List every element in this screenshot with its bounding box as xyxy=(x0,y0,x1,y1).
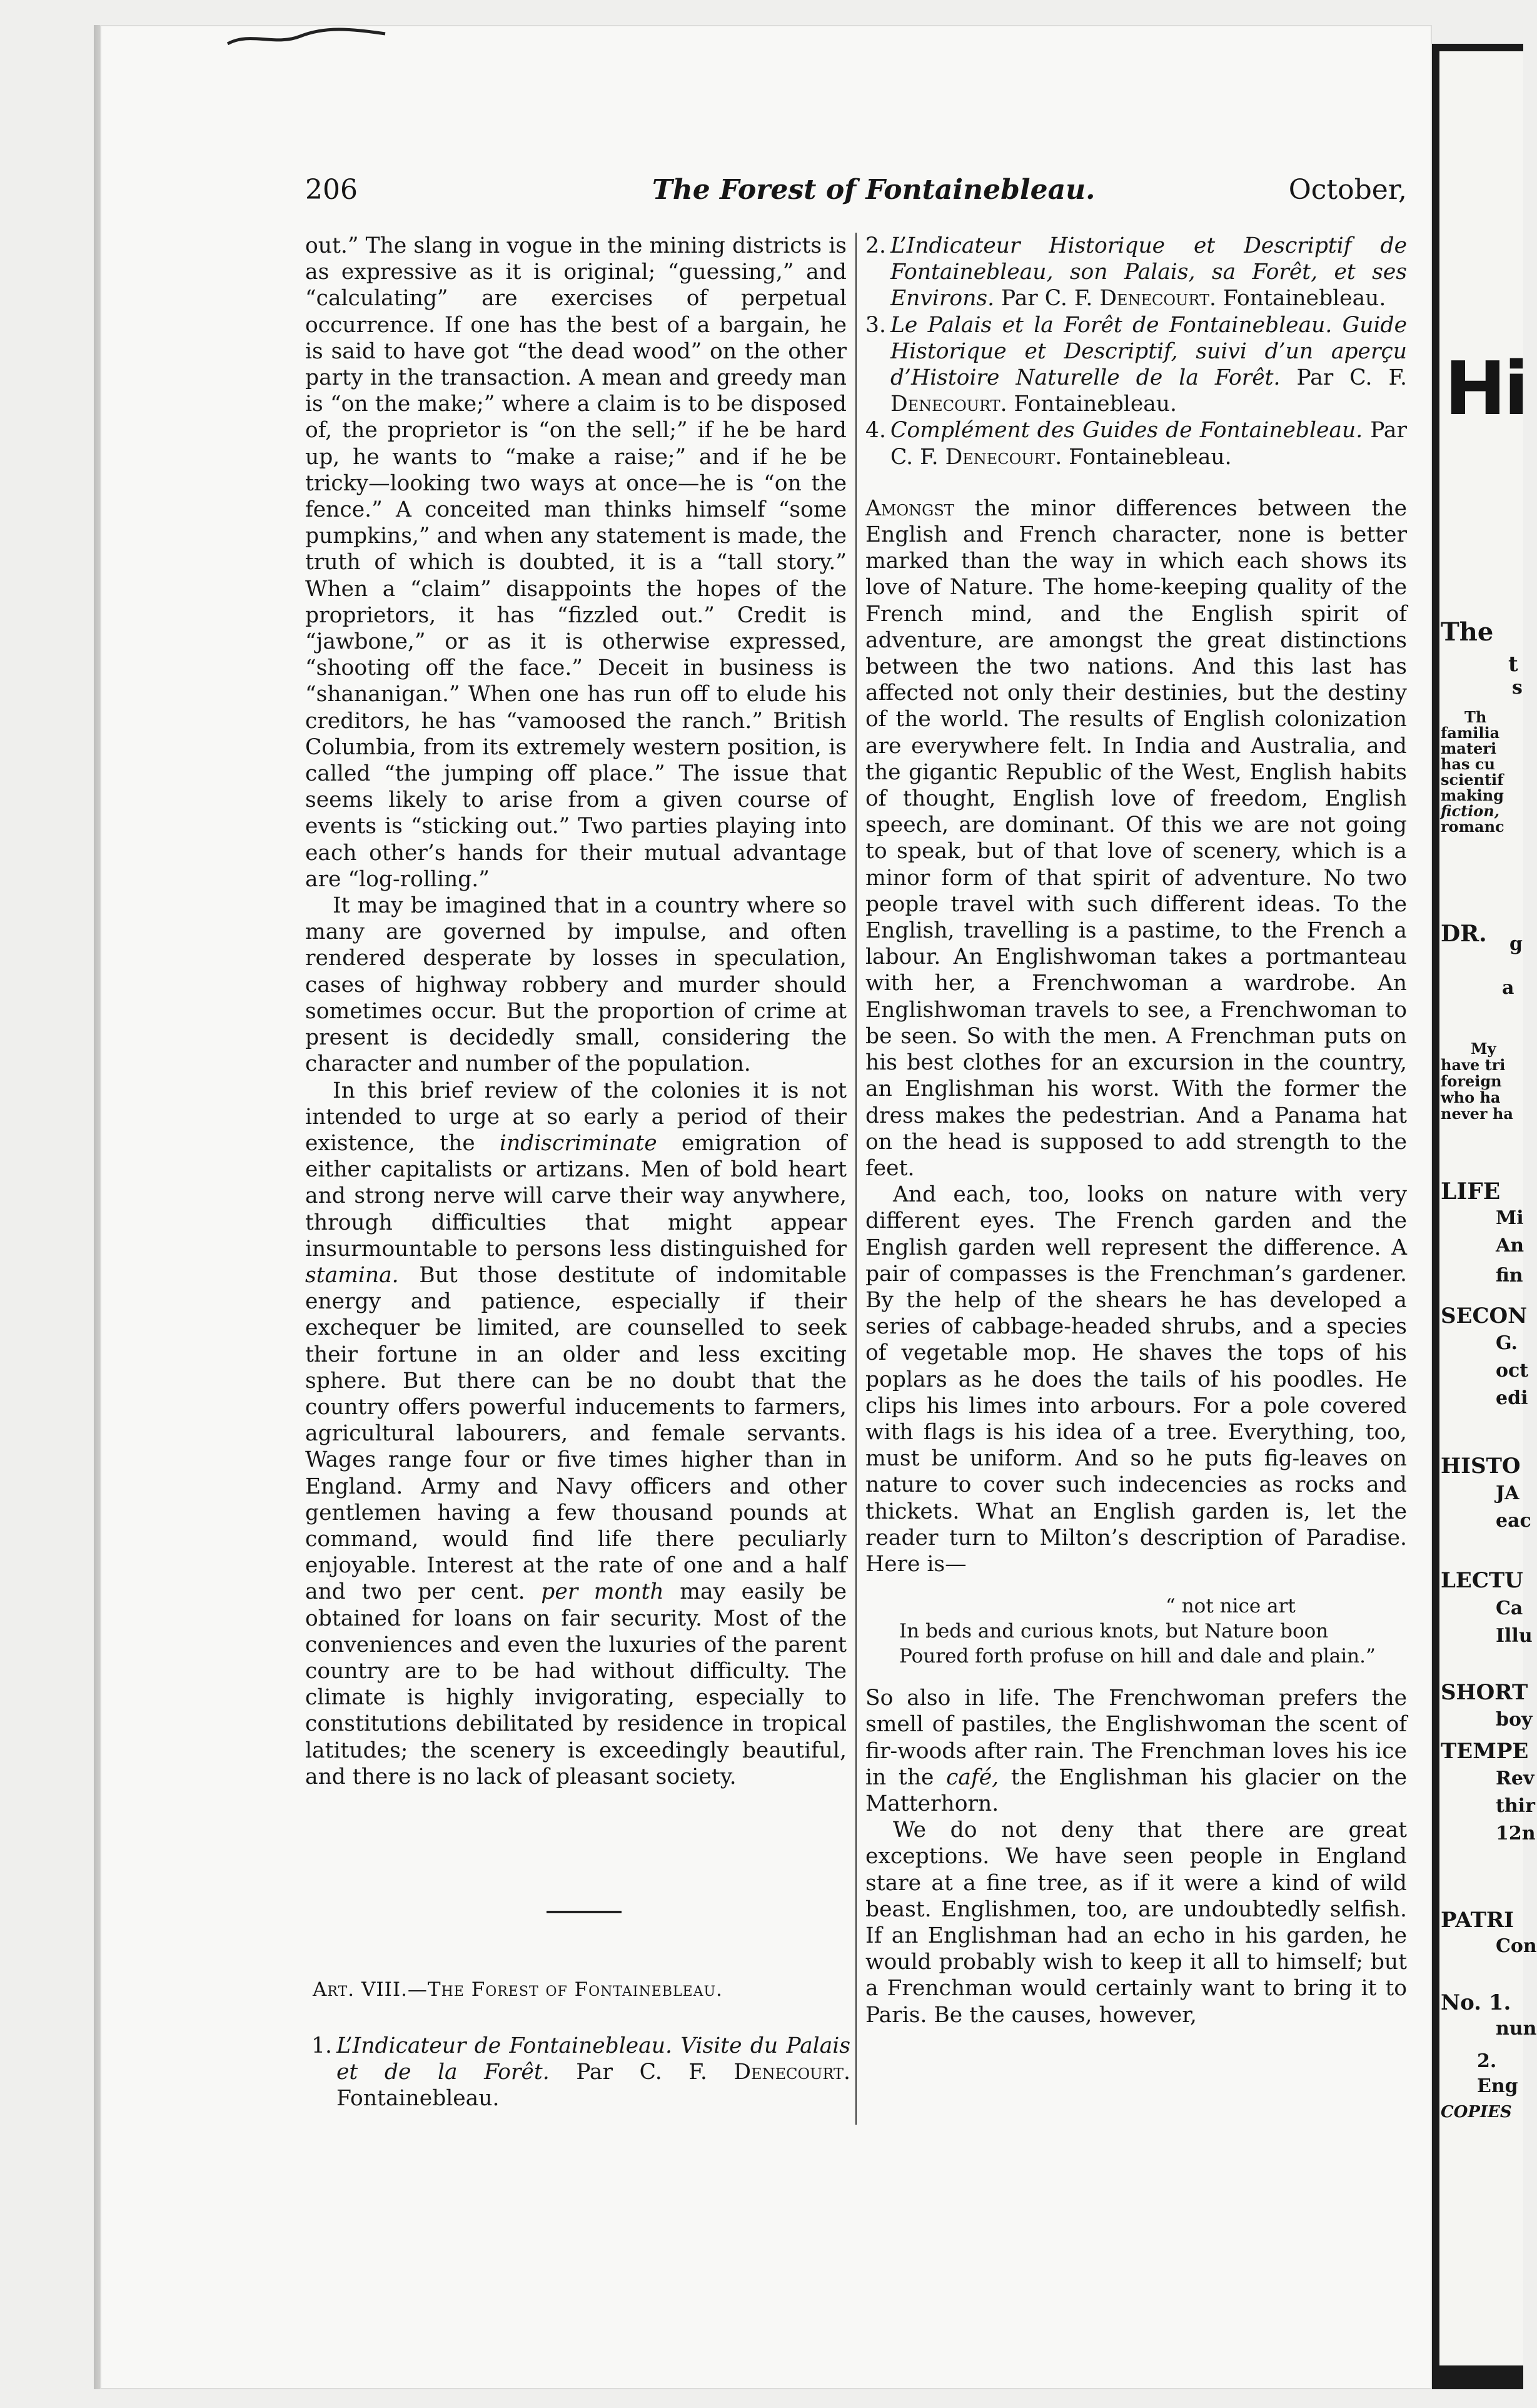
paragraph: We do not deny that there are great exceptions. We have seen people in England stare at a fine tree, as if it were a kind of wild beast. Englishmen, too, are undoubtedly selfish. If an Englishman had an echo in his garden, he would probably wish to keep it all to himself; but a Frenchman would certainly want to bring it to Paris. Be the causes, however, xyxy=(865,1818,1407,2028)
adjacent-fragment: making xyxy=(1441,786,1504,804)
adjacent-fragment: DR. xyxy=(1441,921,1487,947)
adjacent-fragment: Rev xyxy=(1496,1768,1534,1789)
adjacent-fragment: boy xyxy=(1496,1709,1533,1731)
column-rule xyxy=(855,233,857,2125)
adjacent-fragment: never ha xyxy=(1441,1105,1513,1123)
adjacent-fragment: have tri xyxy=(1441,1056,1506,1074)
adjacent-fragment: HISTO xyxy=(1441,1454,1521,1479)
article-heading: Art. VIII.—The Forest of Fontainebleau. xyxy=(313,1978,723,2001)
adjacent-fragment: eac xyxy=(1496,1510,1531,1532)
verse-line: Poured forth profuse on hill and dale and plain.” xyxy=(899,1645,1376,1668)
adjacent-fragment: SHORT xyxy=(1441,1680,1528,1705)
adjacent-fragment: has cu xyxy=(1441,755,1495,773)
paragraph: And each, too, looks on nature with very different eyes. The French garden and the English garden well represent the difference. A pair of compasses is the Frenchman’s gardener. By the help of the shears he has developed a series of cabbage-headed shrubs, and a species of vegetable mop. He shaves the tops of his poplars as he does the tails of his poodles. He clips his limes into arbours. For a pole covered with flags is his idea of a tree. Everything, too, must be uniform. And so he puts fig-leaves on nature to cover such indecencies as rocks and thickets. What an English garden is, let the reader turn to Milton’s description of Paradise. Here is— xyxy=(865,1182,1407,1577)
adjacent-fragment: 12n xyxy=(1496,1823,1536,1844)
adjacent-fragment: foreign xyxy=(1441,1072,1502,1090)
italic-text: indiscriminate xyxy=(499,1130,657,1156)
adjacent-fragment: TEMPE xyxy=(1441,1739,1529,1764)
adjacent-fragment: LIFE xyxy=(1441,1178,1501,1205)
adjacent-fragment: g xyxy=(1509,933,1523,955)
page-number: 206 xyxy=(305,174,358,206)
adjacent-fragment: Mi xyxy=(1496,1207,1524,1229)
paragraph: It may be imagined that in a country where so many are governed by impulse, and often rendered desperate by losses in speculation, cases of highway robbery and murder should sometimes occur. But the proportion of crime at present is decidedly small, considering the character and number of the population. xyxy=(305,893,847,1077)
verse-line: In beds and curious knots, but Nature boon xyxy=(899,1620,1329,1643)
adjacent-fragment: Hi xyxy=(1444,345,1527,432)
paragraph: In this brief review of the colonies it is not intended to urge at so early a period of their existence, the indiscriminate emigration of either capitalists or artizans. Men of bold heart and strong nerve will carve their way anywhere, through difficulties that might appear insurmountable to persons less distinguished for stamina. But those destitute of indomitable energy and patience, especially if their exchequer be limited, are counselled to seek their fortune in an older and less exciting sphere. But there can be no doubt that the country offers powerful inducements to farmers, agricultural labourers, and female servants. Wages range four or five times higher than in England. Army and Navy officers and other gentlemen having a few thousand pounds at command, would find life there peculiarly enjoyable. Interest at the rate of one and a half and two per cent. per month may easily be obtained for loans on fair security. Most of the conveniences and even the luxuries of the parent country are to be had without difficulty. The climate is highly invigorating, especially to constitutions debilitated by residence in tropical latitudes; the scenery is exceedingly beautiful, and there is no lack of pleasant society. xyxy=(305,1078,847,1789)
adjacent-fragment: a xyxy=(1502,977,1514,999)
reference-item: 3. Le Palais et la Forêt de Fontainebleau. Guide Historique et Descriptif, suivi d’un aperçu d’Histoire Naturelle de la Forêt. Par C. F. Denecourt. Fontainebleau. xyxy=(865,312,1407,417)
reference-item: 4. Complément des Guides de Fontainebleau. Par C. F. Denecourt. Fontainebleau. xyxy=(865,418,1407,470)
left-column xyxy=(305,233,847,1790)
adjacent-fragment: t xyxy=(1508,652,1518,677)
adjacent-fragment: thir xyxy=(1496,1795,1535,1817)
adjacent-fragment: romanc xyxy=(1441,817,1504,836)
adjacent-fragment: Ca xyxy=(1496,1597,1523,1619)
adjacent-fragment: JA xyxy=(1496,1482,1519,1504)
adjacent-fragment: who ha xyxy=(1441,1088,1501,1106)
adjacent-fragment: SECON xyxy=(1441,1303,1528,1328)
right-column xyxy=(865,233,1407,2028)
running-header xyxy=(305,170,1407,210)
running-month: October, xyxy=(1288,174,1407,206)
paragraph: out.” The slang in vogue in the mining districts is as expressive as it is original; “guessing,” and “calculating” are exercises of perpetual occurrence. If one has the best of a bargain, he is said to have got “the dead wood” on the other party in the transaction. A mean and greedy man is “on the make;” where a claim is to be disposed of, the proprietor is “on the sell;” if he be hard up, he wants to “make a raise;” and if he be tricky—looking two ways at once—he is “on the fence.” A conceited man thinks himself “some pumpkins,” and when any statement is made, the truth of which is doubted, it is a “tall story.” When a “claim” disappoints the hopes of the proprietors, it has “fizzled out.” Credit is “jawbone,” or as it is otherwise expressed, “shooting off the face.” Deceit in business is “shananigan.” When one has run off to elude his creditors, he has “vamoosed the ranch.” British Columbia, from its extremely western position, is called “the jumping off place.” The issue that seems likely to arise from a given course of events is “sticking out.” Two parties playing into each other’s hands for their mutual advantage are “log-rolling.” xyxy=(305,233,847,892)
reference-item: 1. L’Indicateur de Fontainebleau. Visite du Palais et de la Forêt. Par C. F. Denecourt. Fontainebleau. xyxy=(311,2033,850,2112)
adjacent-fragment: My xyxy=(1471,1040,1496,1058)
adjacent-fragment: Eng xyxy=(1477,2075,1518,2097)
italic-text: café, xyxy=(946,1764,999,1790)
verse-line: “ not nice art xyxy=(1166,1595,1296,1618)
section-divider xyxy=(547,1911,622,1913)
adjacent-fragment: The xyxy=(1441,617,1494,647)
adjacent-fragment: oct xyxy=(1496,1360,1529,1382)
adjacent-fragment: G. xyxy=(1496,1332,1518,1354)
adjacent-fragment: No. 1. xyxy=(1441,1990,1511,2015)
italic-text: stamina. xyxy=(305,1262,399,1288)
adjacent-fragment: nun xyxy=(1496,2018,1537,2040)
adjacent-fragment: Illu xyxy=(1496,1625,1533,1647)
adjacent-fragment: s xyxy=(1512,677,1523,699)
adjacent-fragment: Th xyxy=(1464,708,1487,726)
reference-item: 2. L’Indicateur Historique et Descriptif de Fontainebleau, son Palais, sa Forêt, et ses Environs. Par C. F. Denecourt. Fontainebleau. xyxy=(865,233,1407,311)
adjacent-fragment: edi xyxy=(1496,1387,1528,1409)
paragraph: So also in life. The Frenchwoman prefers the smell of pastiles, the Englishwoman the scent of fir-woods after rain. The Frenchman loves his ice in the café, the Englishman his glacier on the Matterhorn. xyxy=(865,1686,1408,1816)
adjacent-fragment: familia xyxy=(1441,724,1500,742)
opening-word: Amongst xyxy=(865,495,954,521)
adjacent-fragment: PATRI xyxy=(1441,1908,1514,1933)
adjacent-page xyxy=(1439,51,1537,2365)
adjacent-fragment: An xyxy=(1496,1235,1524,1257)
reference-list-right xyxy=(865,233,1407,470)
paragraph: Amongst the minor differences between the English and French character, none is better marked than the way in which each shows its love of Nature. The home-keeping quality of the French mind, and the English spirit of adventure, are amongst the great distinctions between the two nations. And this last has affected not only their destinies, but the destiny of the world. The results of English colonization are everywhere felt. In India and Australia, and the gigantic Republic of the West, English habits of thought, English love of freedom, English speech, are dominant. Of this we are not going to speak, but of that love of scenery, which is a minor form of that spirit of adventure. No two people travel with such different ideas. To the English, travelling is a pastime, to the French a labour. An Englishwoman takes a portmanteau with her, a Frenchwoman a wardrobe. An Englishwoman travels to see, a Frenchwoman to be seen. So with the men. A Frenchman puts on his best clothes for an excursion in the country, an Englishman his worst. With the former the dress makes the pedestrian. And a Panama hat on the head is supposed to add strength to the feet. xyxy=(865,495,1407,1181)
adjacent-fragment: LECTU xyxy=(1441,1568,1523,1593)
adjacent-fragment: Con xyxy=(1496,1935,1537,1957)
ink-mark xyxy=(225,25,388,50)
running-title: The Forest of Fontainebleau. xyxy=(652,174,1096,206)
adjacent-fragment: materi xyxy=(1441,739,1497,757)
adjacent-fragment: fin xyxy=(1496,1265,1523,1287)
verse-quotation xyxy=(865,1594,1407,1669)
adjacent-fragment: 2. xyxy=(1477,2050,1497,2072)
adjacent-fragment: scientif xyxy=(1441,771,1504,789)
reference-list-left xyxy=(311,2033,850,2112)
adjacent-fragment: COPIES xyxy=(1441,2103,1512,2122)
italic-text: per month xyxy=(541,1579,664,1605)
adjacent-fragment: fiction, xyxy=(1441,802,1500,820)
